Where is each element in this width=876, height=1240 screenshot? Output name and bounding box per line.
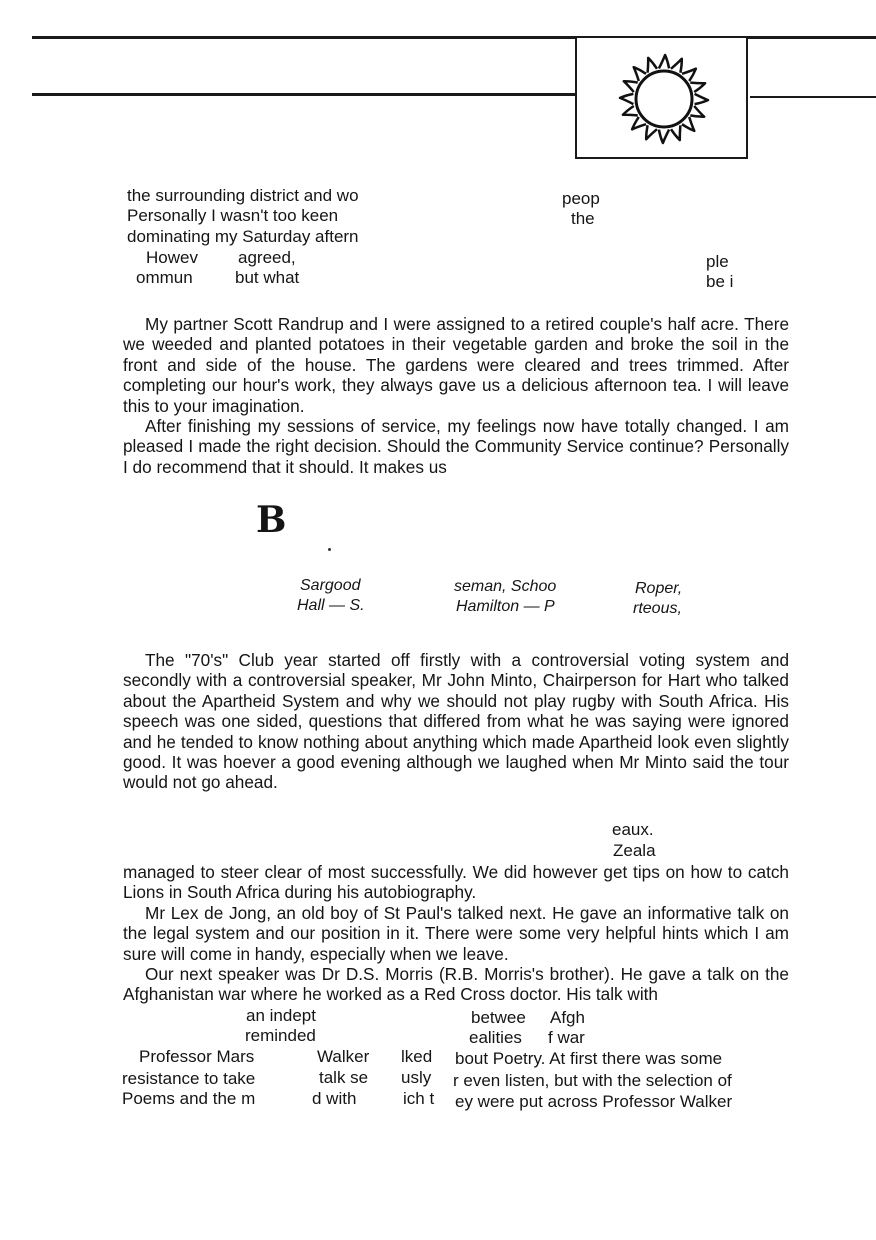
credit-line: Hall — S. (297, 597, 365, 614)
fragment-line: be i (706, 272, 734, 291)
seventies-club-continued (123, 862, 789, 1005)
fragment-line: Poems and the m (122, 1089, 256, 1108)
header-middle-rule-left (32, 93, 575, 96)
fragment-line: talk se (319, 1068, 369, 1087)
fragment-line: the surrounding district and wo (127, 186, 359, 205)
fragment-line: ich t (403, 1089, 435, 1108)
fragment-line: ealities (469, 1028, 522, 1047)
fragment-line: usly (401, 1068, 432, 1087)
fragment-line: d with (312, 1089, 357, 1108)
stray-dot (328, 548, 331, 551)
community-service-article (123, 314, 789, 477)
sun-ray (695, 94, 708, 104)
credit-line: Roper, (635, 580, 683, 597)
fragment-line: lked (401, 1047, 433, 1066)
fragment-line: an indept (246, 1006, 316, 1025)
sun-ray (624, 81, 638, 92)
body-paragraph: The "70's" Club year started off firstly with a controversial voting system and secondly with a controversial speaker, Mr John Minto, Chairperson for Hart who talked about the Apartheid System and why we should not play rugby with South Africa. His speech was one sided, questions that differed from what he was saying were ignored and he tended to know nothing about anything which made Apartheid look even slightly good. It was hoever a good evening although we laughed when Mr Minto said the tour would not go ahead. (123, 650, 789, 793)
sun-ray (659, 130, 669, 143)
sun-ray (648, 58, 657, 73)
header-top-rule (32, 36, 876, 39)
fragment-line: f war (548, 1028, 585, 1047)
fragment-line: resistance to take (122, 1069, 256, 1088)
fragment-line: but what (235, 268, 300, 287)
fragment-line: agreed, (238, 248, 296, 267)
sun-ray (671, 59, 682, 73)
fragment-line: r even listen, but with the selection of (453, 1071, 732, 1090)
sun-ray (646, 125, 657, 139)
fragment-line: the (571, 209, 595, 228)
fragment-line: Walker (317, 1047, 370, 1066)
body-paragraph: managed to steer clear of most successfully. We did however get tips on how to catch Lions in South Africa during his autobiography. (123, 862, 789, 903)
credit-line: rteous, (633, 600, 682, 617)
header-middle-rule-right (750, 96, 876, 98)
fragment-line: Personally I wasn't too keen (127, 206, 339, 225)
credit-line: seman, Schoo (454, 578, 557, 595)
fragment-line: peop (562, 189, 600, 208)
sun-ray (659, 55, 669, 68)
credit-line: Hamilton — P (456, 598, 555, 615)
body-paragraph: Our next speaker was Dr D.S. Morris (R.B. Morris's brother). He gave a talk on the Afghanistan war where he worked as a Red Cross doctor. His talk with (123, 964, 789, 1005)
header-emblem-box (575, 38, 748, 159)
fragment-line: bout Poetry. At first there was some (455, 1049, 723, 1068)
fragment-line: ple (706, 252, 729, 271)
fragment-line: betwee (471, 1008, 526, 1027)
fragment-line: Professor Mars (139, 1047, 255, 1066)
fragment-line: ommun (136, 268, 193, 287)
sun-ray (623, 106, 638, 115)
fragment-line: reminded (245, 1026, 316, 1045)
section-heading-letter: B (256, 499, 287, 541)
sun-ray (620, 94, 633, 104)
sun-ray (690, 83, 705, 92)
fragment-line: Afgh (550, 1008, 585, 1027)
sun-icon (605, 46, 723, 152)
fragment-line: eaux. (612, 820, 654, 839)
fragment-line: Howev (146, 248, 198, 267)
seventies-club-article (123, 650, 789, 793)
body-paragraph: My partner Scott Randrup and I were assigned to a retired couple's half acre. There we weeded and planted potatoes in their vegetable garden and broke the soil in the front and side of the house. The gardens were cleared and trees trimmed. After completing our hour's work, they always gave us a delicious afternoon tea. I will leave this to your imagination. (123, 314, 789, 416)
sun-ray (690, 106, 704, 117)
credit-line: Sargood (300, 577, 361, 594)
body-paragraph: Mr Lex de Jong, an old boy of St Paul's talked next. He gave an informative talk on the legal system and our position in it. There were some very helpful hints which I am sure will come in handy, especially when we leave. (123, 902, 789, 964)
fragment-line: ey were put across Professor Walker (455, 1092, 733, 1111)
fragment-line: Zeala (613, 841, 656, 860)
body-paragraph: After finishing my sessions of service, my feelings now have totally changed. I am pleased I made the right decision. Should the Community Service continue? Personally I do recommend that it should. It makes us (123, 416, 789, 477)
sun-ray (671, 125, 680, 140)
fragment-line: dominating my Saturday aftern (127, 227, 359, 246)
